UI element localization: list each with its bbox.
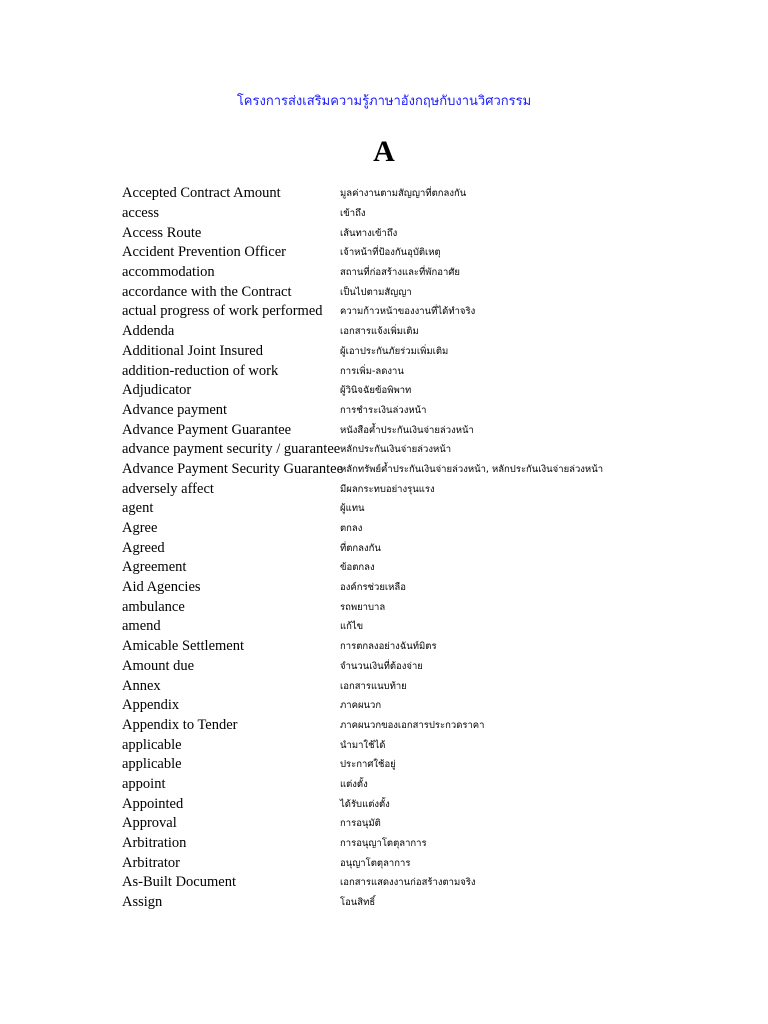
entry-term: addition-reduction of work bbox=[122, 362, 279, 379]
entry-term: Agreement bbox=[122, 559, 187, 576]
entry-translation: สถานที่ก่อสร้างและที่พักอาศัย bbox=[340, 267, 460, 279]
entry-term: As-Built Document bbox=[122, 874, 236, 891]
entry-translation: แก้ไข bbox=[340, 621, 364, 633]
entry-translation: แต่งตั้ง bbox=[340, 778, 368, 790]
entry-term: applicable bbox=[122, 756, 182, 773]
entry-translation: เส้นทางเข้าถึง bbox=[340, 227, 398, 239]
glossary-entry bbox=[122, 322, 742, 342]
entry-translation: การอนุมัติ bbox=[340, 818, 381, 830]
entry-term: amend bbox=[122, 618, 161, 635]
page-header-title: โครงการส่งเสริมความรู้ภาษาอังกฤษกับงานวิศวกรรม bbox=[236, 94, 532, 109]
glossary-entry bbox=[122, 696, 742, 716]
glossary-entry bbox=[122, 263, 742, 283]
entry-translation: ข้อตกลง bbox=[340, 562, 375, 574]
entry-translation: เอกสารแจ้งเพิ่มเติม bbox=[340, 326, 419, 338]
glossary-list bbox=[122, 184, 742, 912]
glossary-entry bbox=[122, 460, 742, 480]
entry-term: Annex bbox=[122, 677, 161, 694]
entry-translation: รถพยาบาล bbox=[340, 601, 386, 613]
glossary-entry bbox=[122, 775, 742, 795]
glossary-entry bbox=[122, 558, 742, 578]
entry-translation: เป็นไปตามสัญญา bbox=[340, 286, 412, 298]
entry-term: Arbitration bbox=[122, 835, 187, 852]
glossary-entry bbox=[122, 853, 742, 873]
entry-translation: มีผลกระทบอย่างรุนแรง bbox=[340, 483, 435, 495]
entry-translation: ที่ตกลงกัน bbox=[340, 542, 381, 554]
glossary-entry bbox=[122, 479, 742, 499]
entry-term: Appointed bbox=[122, 795, 184, 812]
entry-translation: โอนสิทธิ์ bbox=[340, 897, 376, 909]
section-letter-heading: A bbox=[373, 135, 395, 168]
entry-translation: ประกาศใช้อยู่ bbox=[340, 759, 396, 771]
entry-translation: หนังสือค้ำประกันเงินจ่ายล่วงหน้า bbox=[340, 424, 474, 436]
entry-translation: การอนุญาโตตุลาการ bbox=[340, 838, 427, 850]
entry-term: Adjudicator bbox=[122, 382, 192, 399]
entry-term: appoint bbox=[122, 775, 166, 792]
entry-term: Addenda bbox=[122, 323, 175, 340]
glossary-entry bbox=[122, 499, 742, 519]
entry-translation: หลักทรัพย์ค้ำประกันเงินจ่ายล่วงหน้า, หลักประกันเงินจ่ายล่วงหน้า bbox=[340, 463, 604, 475]
entry-term: access bbox=[122, 205, 160, 222]
glossary-entry bbox=[122, 223, 742, 243]
glossary-entry bbox=[122, 302, 742, 322]
glossary-entry bbox=[122, 578, 742, 598]
entry-term: Agree bbox=[122, 520, 158, 537]
entry-translation: ภาคผนวกของเอกสารประกวดราคา bbox=[340, 719, 485, 731]
glossary-entry bbox=[122, 617, 742, 637]
entry-translation: การเพิ่ม-ลดงาน bbox=[340, 365, 404, 377]
entry-term: actual progress of work performed bbox=[122, 303, 323, 320]
glossary-entry bbox=[122, 420, 742, 440]
entry-translation: จำนวนเงินที่ต้องจ่าย bbox=[340, 660, 423, 672]
glossary-entry bbox=[122, 243, 742, 263]
entry-term: Accident Prevention Officer bbox=[122, 244, 287, 261]
entry-translation: องค์กรช่วยเหลือ bbox=[340, 582, 406, 594]
glossary-entry bbox=[122, 716, 742, 736]
entry-term: accommodation bbox=[122, 264, 215, 281]
glossary-entry bbox=[122, 440, 742, 460]
glossary-entry bbox=[122, 873, 742, 893]
glossary-entry bbox=[122, 282, 742, 302]
entry-translation: นำมาใช้ได้ bbox=[340, 739, 386, 751]
entry-term: agent bbox=[122, 500, 154, 517]
entry-term: Approval bbox=[122, 815, 177, 832]
entry-term: Accepted Contract Amount bbox=[122, 185, 281, 202]
glossary-entry bbox=[122, 657, 742, 677]
glossary-entry bbox=[122, 676, 742, 696]
entry-translation: ผู้แทน bbox=[340, 503, 365, 515]
glossary-entry bbox=[122, 204, 742, 224]
entry-term: Assign bbox=[122, 894, 163, 911]
entry-translation: ตกลง bbox=[340, 523, 363, 535]
glossary-entry bbox=[122, 637, 742, 657]
entry-translation: เข้าถึง bbox=[340, 208, 366, 220]
entry-translation: การตกลงอย่างฉันท์มิตร bbox=[340, 641, 437, 653]
entry-translation: มูลค่างานตามสัญญาที่ตกลงกัน bbox=[340, 188, 467, 200]
entry-term: ambulance bbox=[122, 598, 185, 615]
entry-term: Advance Payment Guarantee bbox=[122, 421, 292, 438]
entry-term: accordance with the Contract bbox=[122, 283, 292, 300]
entry-translation: ภาคผนวก bbox=[340, 700, 382, 712]
glossary-entry bbox=[122, 814, 742, 834]
entry-term: Amount due bbox=[122, 657, 195, 674]
glossary-entry bbox=[122, 519, 742, 539]
glossary-entry bbox=[122, 893, 742, 913]
entry-term: Aid Agencies bbox=[122, 579, 201, 596]
entry-term: Appendix bbox=[122, 697, 180, 714]
glossary-entry bbox=[122, 361, 742, 381]
entry-translation: ได้รับแต่งตั้ง bbox=[340, 798, 390, 810]
entry-translation: เจ้าหน้าที่ป้องกันอุบัติเหตุ bbox=[340, 247, 441, 259]
entry-translation: เอกสารแนบท้าย bbox=[340, 680, 407, 692]
glossary-entry bbox=[122, 834, 742, 854]
entry-term: Access Route bbox=[122, 224, 202, 241]
glossary-entry bbox=[122, 342, 742, 362]
entry-term: Arbitrator bbox=[122, 854, 180, 871]
glossary-entry bbox=[122, 794, 742, 814]
entry-term: adversely affect bbox=[122, 480, 214, 497]
glossary-entry bbox=[122, 401, 742, 421]
glossary-entry bbox=[122, 381, 742, 401]
glossary-entry bbox=[122, 597, 742, 617]
entry-translation: ผู้วินิจฉัยข้อพิพาท bbox=[340, 385, 412, 397]
glossary-entry bbox=[122, 735, 742, 755]
entry-term: Agreed bbox=[122, 539, 165, 556]
entry-term: Appendix to Tender bbox=[122, 716, 238, 733]
entry-term: advance payment security / guarantee bbox=[122, 441, 341, 458]
entry-translation: ผู้เอาประกันภัยร่วมเพิ่มเติม bbox=[340, 345, 449, 357]
entry-translation: อนุญาโตตุลาการ bbox=[340, 857, 411, 869]
entry-translation: หลักประกันเงินจ่ายล่วงหน้า bbox=[340, 444, 452, 456]
entry-term: Additional Joint Insured bbox=[122, 342, 263, 359]
entry-term: Amicable Settlement bbox=[122, 638, 245, 655]
entry-translation: ความก้าวหน้าของงานที่ได้ทำจริง bbox=[340, 306, 476, 318]
glossary-entry bbox=[122, 538, 742, 558]
entry-term: applicable bbox=[122, 736, 182, 753]
entry-term: Advance payment bbox=[122, 401, 228, 418]
entry-term: Advance Payment Security Guarantee bbox=[122, 460, 344, 477]
entry-translation: การชำระเงินล่วงหน้า bbox=[340, 404, 427, 416]
glossary-entry bbox=[122, 755, 742, 775]
entry-translation: เอกสารแสดงงานก่อสร้างตามจริง bbox=[340, 877, 476, 889]
glossary-entry bbox=[122, 184, 742, 204]
